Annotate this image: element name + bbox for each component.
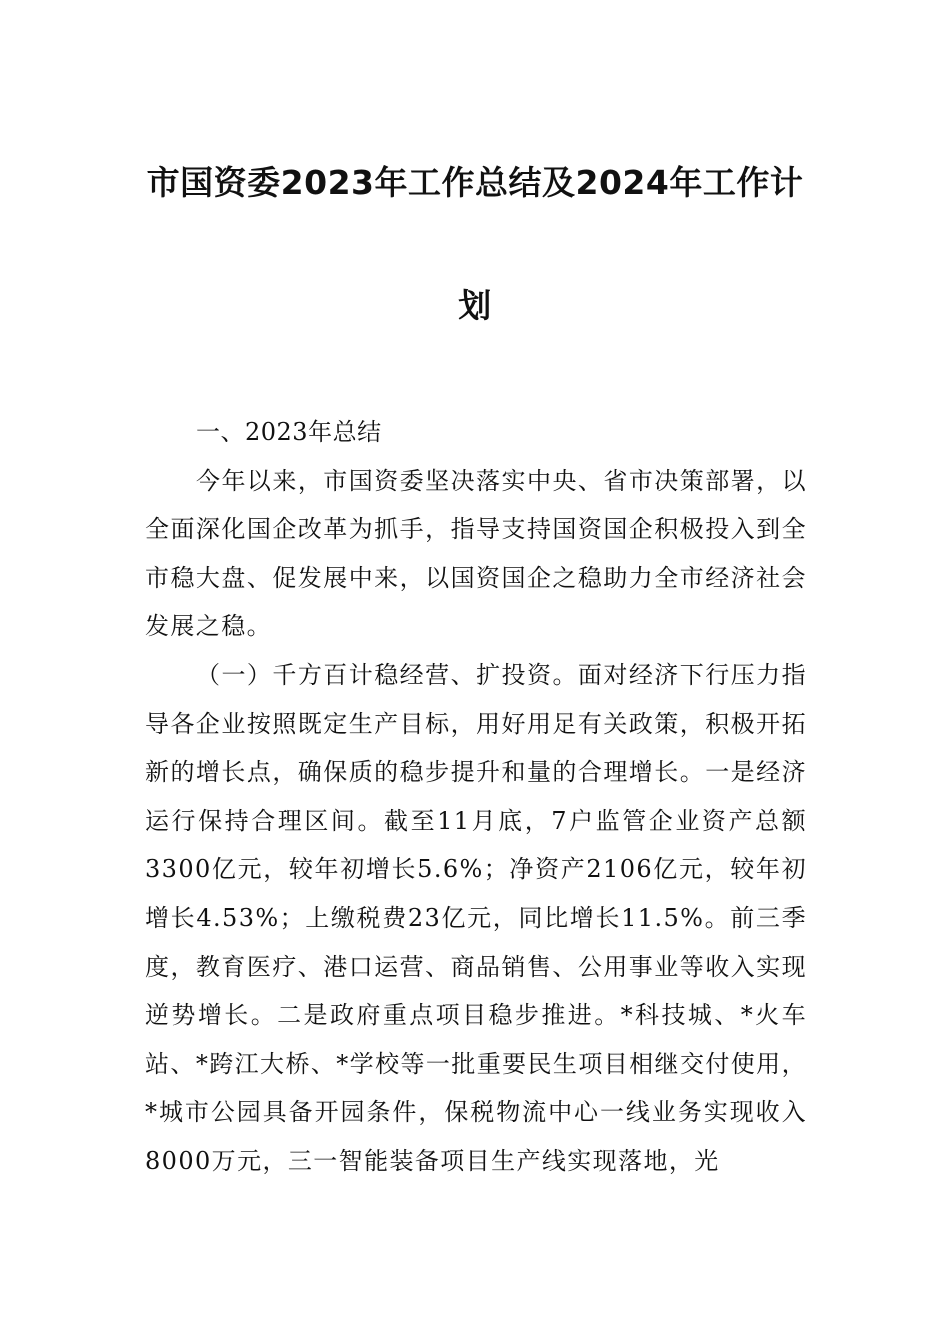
document-body (145, 408, 807, 1186)
section-heading: 一、2023年总结 (196, 418, 382, 446)
document-title-line-1: 市国资委2023年工作总结及2024年工作计 (146, 163, 804, 202)
paragraph-section-1: （一）千方百计稳经营、扩投资。面对经济下行压力指导各企业按照既定生产目标，用好用足有关政策，积极开拓新的增长点，确保质的稳步提升和量的合理增长。一是经济运行保持合理区间。截至11月底，7户监管企业资产总额3300亿元，较年初增长5.6%；净资产2106亿元，较年初增长4.53%；上缴税费23亿元，同比增长11.5%。前三季度，教育医疗、港口运营、商品销售、公用事业等收入实现逆势增长。二是政府重点项目稳步推进。*科技城、*火车站、*跨江大桥、*学校等一批重要民生项目相继交付使用，*城市公园具备开园条件，保税物流中心一线业务实现收入8000万元，三一智能装备项目生产线实现落地，光 (145, 660, 807, 1175)
document-title-line-2: 划 (458, 286, 492, 325)
paragraph-intro: 今年以来，市国资委坚决落实中央、省市决策部署，以全面深化国企改革为抓手，指导支持国资国企积极投入到全市稳大盘、促发展中来，以国资国企之稳助力全市经济社会发展之稳。 (145, 466, 807, 641)
